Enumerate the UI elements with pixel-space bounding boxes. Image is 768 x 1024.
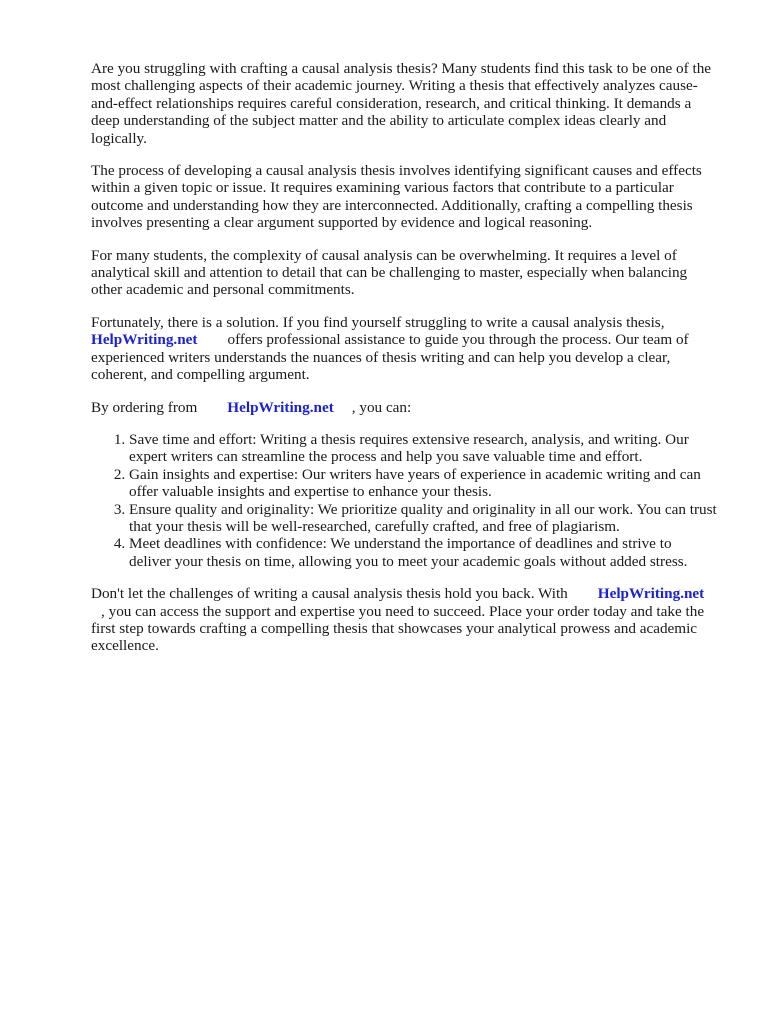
complexity-paragraph: For many students, the complexity of causal analysis can be overwhelming. It requires a level of analytical skill and attention to detail that can be challenging to master, especially when balancing other academic and personal commitments. <box>91 246 688 299</box>
helpwriting-link-2[interactable]: HelpWriting.net <box>227 398 334 416</box>
ordering-text-after: , you can: <box>351 398 412 416</box>
closing-text-after: , you can access the support and expertise you need to succeed. Place your order today and take the first step towards crafting a compelling thesis that showcases your analytical prowess and academic excellence. <box>91 602 705 655</box>
closing-paragraph <box>91 585 717 655</box>
solution-text-after: offers professional assistance to guide you through the process. Our team of experienced writers understands the nuances of thesis writing and can help you develop a clear, coherent, and compelling argument. <box>91 331 689 384</box>
helpwriting-link-3[interactable]: HelpWriting.net <box>597 585 705 603</box>
process-paragraph: The process of developing a causal analysis thesis involves identifying significant causes and effects within a given topic or issue. It requires examining various factors that contribute to a particular outcome and understanding how they are interconnected. Additionally, crafting a compelling thesis involves presenting a clear argument supported by evidence and logical reasoning. <box>91 162 702 232</box>
document-body <box>91 60 717 670</box>
closing-text-before: Don't let the challenges of writing a causal analysis thesis hold you back. With <box>91 585 568 603</box>
ordering-paragraph <box>91 399 717 416</box>
helpwriting-link-1[interactable]: HelpWriting.net <box>91 331 198 349</box>
list-item: 3. Ensure quality and originality: We prioritize quality and originality in all our work. You can trust that your thesis will be well-researched, carefully crafted, and free of plagiarism. <box>129 501 717 536</box>
ordering-text-before: By ordering from <box>91 398 198 416</box>
solution-text-before: Fortunately, there is a solution. If you find yourself struggling to write a causal analysis thesis, <box>91 313 665 331</box>
intro-paragraph: Are you struggling with crafting a causal analysis thesis? Many students find this task to be one of the most challenging aspects of their academic journey. Writing a thesis that effectively analyzes cause-and-effect relationships requires careful consideration, research, and critical thinking. It demands a deep understanding of the subject matter and the ability to articulate complex ideas clearly and logically. <box>91 60 712 147</box>
list-item: 4. Meet deadlines with confidence: We understand the importance of deadlines and strive to deliver your thesis on time, allowing you to meet your academic goals without added stress. <box>129 535 717 570</box>
solution-paragraph <box>91 314 717 384</box>
benefits-list <box>91 431 717 570</box>
list-item: 1. Save time and effort: Writing a thesis requires extensive research, analysis, and writing. Our expert writers can streamline the process and help you save valuable time and effort. <box>129 431 717 466</box>
list-item: 2. Gain insights and expertise: Our writers have years of experience in academic writing and can offer valuable insights and expertise to enhance your thesis. <box>129 466 717 501</box>
